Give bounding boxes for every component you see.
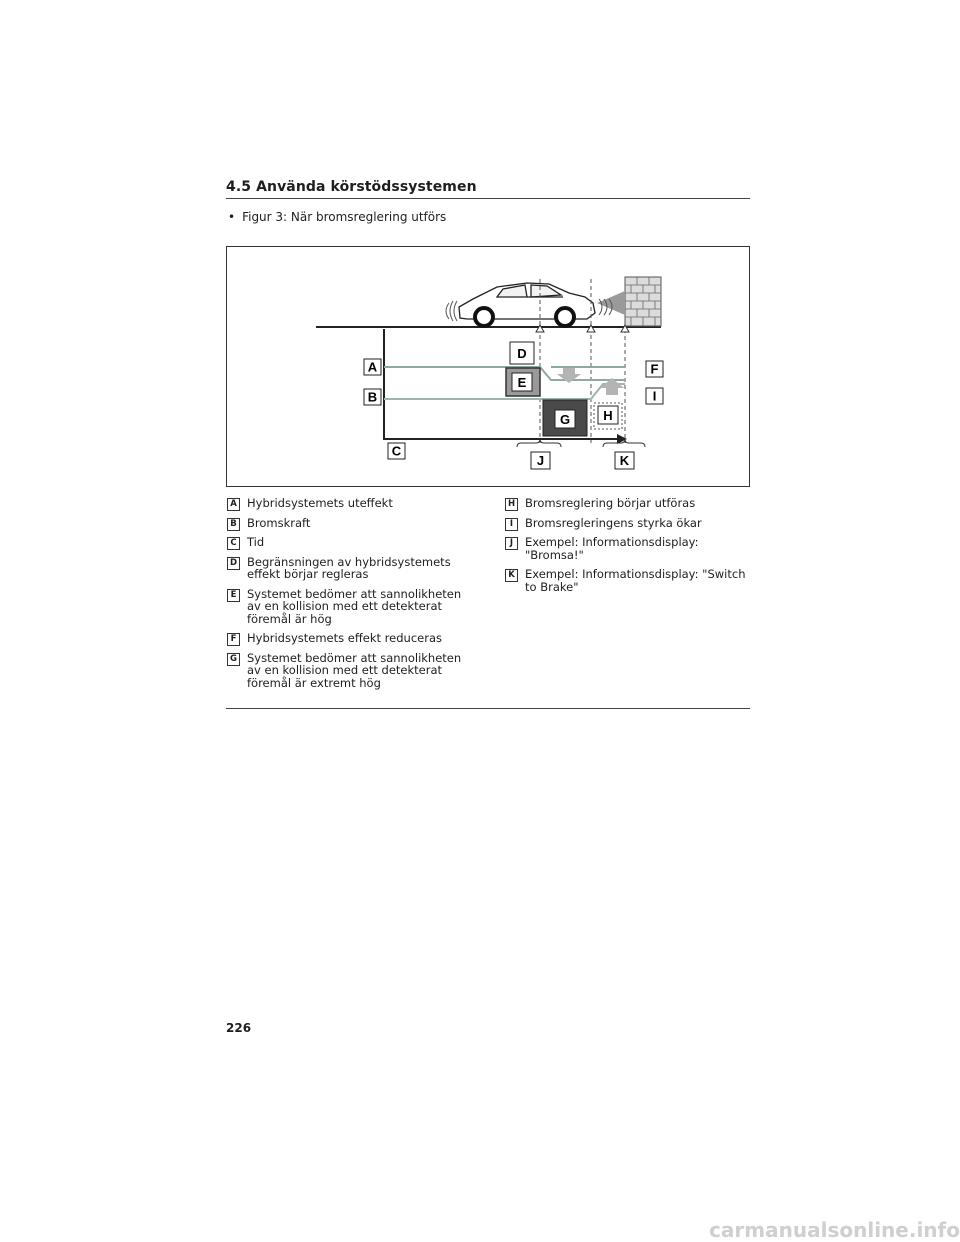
figure-caption-text: Figur 3: När bromsreglering utförs bbox=[242, 210, 447, 224]
svg-text:C: C bbox=[391, 443, 402, 459]
legend-item-k bbox=[505, 568, 750, 593]
legend-left bbox=[227, 497, 477, 696]
legend-item-i bbox=[505, 517, 750, 530]
legend-text: Exempel: Informationsdisplay: "Switch to Brake" bbox=[525, 567, 746, 594]
legend-item-b bbox=[227, 517, 477, 530]
page-number: 226 bbox=[226, 1021, 252, 1035]
legend-key: E bbox=[227, 589, 240, 602]
svg-text:G: G bbox=[559, 412, 571, 427]
legend-key: A bbox=[227, 498, 240, 511]
legend-key: J bbox=[505, 537, 518, 550]
legend-text: Systemet bedömer att sannolikheten av en kollision med ett detekterat föremål är hög bbox=[247, 586, 462, 626]
legend-key: G bbox=[227, 653, 240, 666]
legend-text: Bromsregleringens styrka ökar bbox=[525, 515, 702, 530]
label-h bbox=[598, 406, 618, 424]
legend-key: I bbox=[505, 518, 518, 531]
legend-text: Bromsreglering börjar utföras bbox=[525, 496, 696, 510]
svg-text:H: H bbox=[603, 408, 613, 423]
diagram-svg bbox=[227, 247, 749, 486]
title-divider bbox=[226, 198, 750, 199]
legend-text: Begränsningen av hybridsystemets effekt börjar regleras bbox=[247, 554, 451, 581]
svg-text:D: D bbox=[517, 346, 527, 361]
legend-item-h bbox=[505, 497, 750, 510]
figure-caption bbox=[228, 210, 446, 224]
label-b bbox=[364, 389, 381, 405]
legend-text: Systemet bedömer att sannolikheten av en kollision med ett detekterat föremål är extremt hög bbox=[247, 650, 462, 690]
label-a bbox=[364, 359, 381, 375]
svg-text:E: E bbox=[517, 375, 527, 390]
label-d bbox=[510, 342, 534, 364]
legend-item-a bbox=[227, 497, 477, 510]
label-e bbox=[512, 373, 532, 391]
legend-item-g bbox=[227, 652, 477, 690]
rear-wheel-icon bbox=[556, 308, 574, 326]
section-title: 4.5 Använda körstödssystemen bbox=[226, 179, 477, 195]
svg-text:I: I bbox=[652, 388, 657, 404]
legend-text: Exempel: Informationsdisplay: "Bromsa!" bbox=[525, 535, 699, 562]
label-c bbox=[388, 443, 405, 459]
legend-key: F bbox=[227, 633, 240, 646]
legend-key: D bbox=[227, 557, 240, 570]
brace-j bbox=[517, 439, 561, 447]
svg-text:J: J bbox=[536, 453, 545, 468]
figure-diagram bbox=[226, 246, 750, 487]
label-g bbox=[555, 410, 575, 428]
legend-item-e bbox=[227, 588, 477, 626]
legend-item-d bbox=[227, 556, 477, 581]
legend-item-c bbox=[227, 536, 477, 549]
legend-text: Tid bbox=[247, 535, 265, 549]
svg-text:B: B bbox=[367, 389, 378, 405]
watermark: carmanualsonline.info bbox=[709, 1218, 960, 1242]
legend-item-j bbox=[505, 536, 750, 561]
legend-key: B bbox=[227, 518, 240, 531]
legend-key: C bbox=[227, 537, 240, 550]
brick-wall-icon bbox=[625, 277, 661, 326]
legend-text: Bromskraft bbox=[247, 515, 311, 530]
legend-text: Hybridsystemets effekt reduceras bbox=[247, 631, 442, 645]
legend-right bbox=[505, 497, 750, 600]
svg-text:A: A bbox=[367, 359, 378, 375]
bullet: • bbox=[228, 210, 236, 224]
hybrid-output-line bbox=[384, 367, 625, 380]
legend-key: K bbox=[505, 569, 518, 582]
label-k bbox=[615, 452, 634, 469]
bottom-divider bbox=[226, 708, 750, 709]
front-wheel-icon bbox=[475, 308, 493, 326]
legend-text: Hybridsystemets uteffekt bbox=[247, 496, 393, 510]
label-i bbox=[646, 388, 663, 404]
legend-item-f bbox=[227, 632, 477, 645]
svg-text:K: K bbox=[619, 453, 630, 468]
svg-text:F: F bbox=[650, 361, 659, 377]
legend-key: H bbox=[505, 498, 518, 511]
brake-force-line bbox=[384, 384, 625, 399]
label-j bbox=[531, 452, 550, 469]
label-f bbox=[646, 361, 663, 377]
